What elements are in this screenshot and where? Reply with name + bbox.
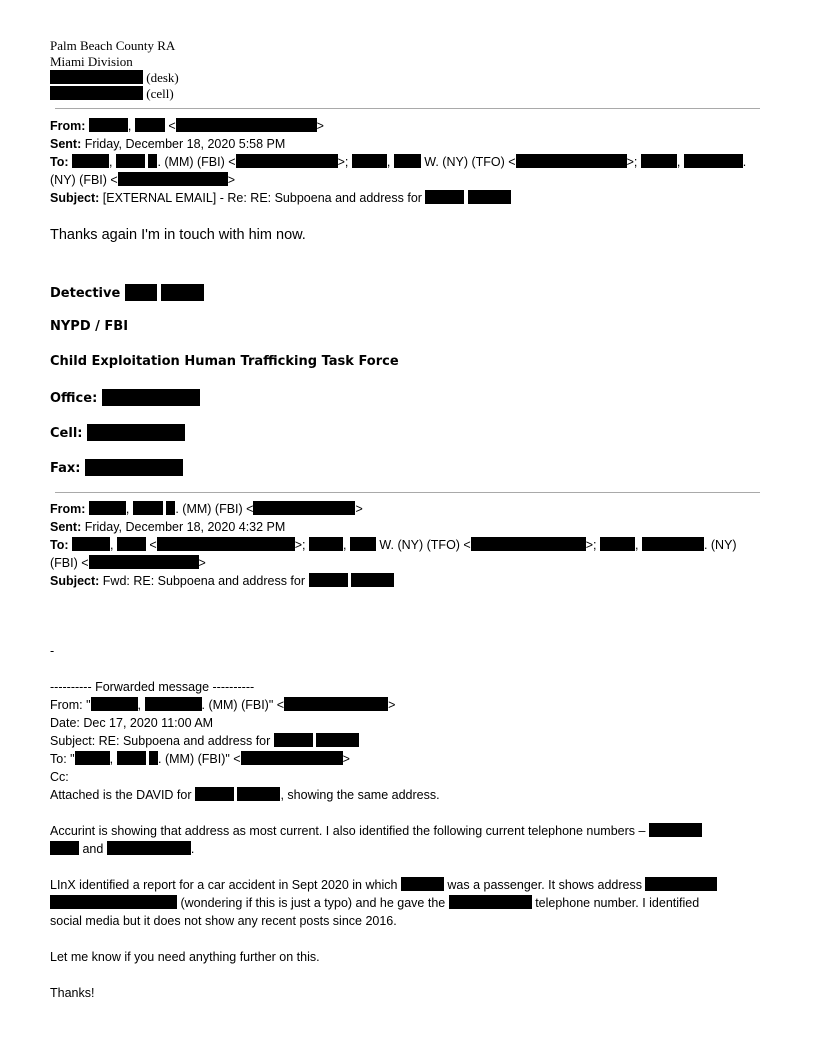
- redaction: [125, 284, 157, 301]
- subject-value: [EXTERNAL EMAIL] - Re: RE: Subpoena and address for: [102, 191, 422, 205]
- fax-label: Fax:: [50, 461, 81, 476]
- to-text: . (MM) (FBI)" <: [158, 752, 241, 766]
- redaction: [89, 501, 126, 515]
- forwarded-para-1: [50, 787, 440, 803]
- redaction: [50, 86, 143, 100]
- sent-label: Sent:: [50, 520, 82, 534]
- redaction: [157, 537, 295, 551]
- signature-unit: Child Exploitation Human Trafficking Task Force: [50, 354, 399, 369]
- redaction: [516, 154, 627, 168]
- cell-label: (cell): [146, 86, 174, 101]
- para-text: was a passenger. It shows address: [447, 878, 642, 892]
- forwarded-para-3c: social media but it does not show any recent posts since 2016.: [50, 914, 397, 928]
- forwarded-para-5: Thanks!: [50, 986, 95, 1000]
- signature-agency: NYPD / FBI: [50, 319, 129, 334]
- cell-label: Cell:: [50, 426, 83, 441]
- redaction: [91, 697, 138, 711]
- forwarded-header: ---------- Forwarded message ----------: [50, 680, 255, 694]
- redaction: [102, 389, 200, 406]
- redaction: [117, 751, 146, 765]
- email1-to-line-2: (NY) (FBI) < >: [50, 173, 236, 187]
- redaction: [145, 697, 202, 711]
- forwarded-para-3b: [50, 895, 699, 911]
- redaction: [645, 877, 717, 891]
- para-text: and: [82, 842, 104, 856]
- redaction: [316, 733, 359, 747]
- redaction: [401, 877, 444, 891]
- redaction: [471, 537, 586, 551]
- letterhead-cell-line: [50, 86, 174, 102]
- subject-value: Fwd: RE: Subpoena and address for: [102, 574, 306, 588]
- redaction: [85, 459, 183, 476]
- to-text: (FBI) <: [50, 556, 89, 570]
- redaction: [684, 154, 743, 168]
- office-label: Office:: [50, 391, 98, 406]
- redaction: [236, 154, 338, 168]
- forwarded-para-4: Let me know if you need anything further on this.: [50, 950, 320, 964]
- signature-title-text: Detective: [50, 286, 121, 301]
- redaction: [284, 697, 388, 711]
- redaction: [107, 841, 191, 855]
- para-text: telephone number. I identified: [535, 896, 700, 910]
- redaction: [50, 895, 177, 909]
- redaction: [309, 537, 343, 551]
- subject-label: Subject:: [50, 191, 100, 205]
- forwarded-para-3: [50, 877, 717, 893]
- from-label: From:: [50, 502, 86, 516]
- email1-from-line: From: , < >: [50, 119, 324, 133]
- to-text: . (MM) (FBI) <: [157, 155, 236, 169]
- sent-value: Friday, December 18, 2020 4:32 PM: [84, 520, 286, 534]
- redaction: [449, 895, 532, 909]
- redaction: [72, 537, 110, 551]
- signature-title: [50, 284, 204, 301]
- to-text: To: ": [50, 752, 75, 766]
- from-text: . (MM) (FBI) <: [175, 502, 254, 516]
- redaction: [116, 154, 145, 168]
- email1-sent-line: [50, 136, 285, 152]
- email2-to-line: To: , < >; , W. (NY) (TFO) < >; , . (NY): [50, 538, 737, 552]
- to-label: To:: [50, 538, 69, 552]
- subject-label: Subject:: [50, 574, 100, 588]
- email2-sent-line: [50, 519, 285, 535]
- sent-label: Sent:: [50, 137, 82, 151]
- redaction: [87, 424, 185, 441]
- divider: [55, 492, 760, 493]
- redaction: [176, 118, 317, 132]
- redaction: [117, 537, 146, 551]
- letterhead-desk-line: [50, 70, 179, 86]
- redaction: [50, 70, 143, 84]
- signature-office: [50, 389, 200, 406]
- forwarded-para-2: [50, 823, 702, 839]
- forwarded-date: Date: Dec 17, 2020 11:00 AM: [50, 716, 214, 730]
- email2-from-line: From: , . (MM) (FBI) < >: [50, 502, 363, 516]
- redaction: [161, 284, 204, 301]
- redaction: [600, 537, 635, 551]
- redaction: [642, 537, 704, 551]
- to-label: To:: [50, 155, 69, 169]
- redaction: [352, 154, 387, 168]
- redaction: [195, 787, 234, 801]
- para-text: Attached is the DAVID for: [50, 788, 192, 802]
- forwarded-to: To: " , . (MM) (FBI)" < >: [50, 752, 350, 766]
- para-text: LInX identified a report for a car accident in Sept 2020 in which: [50, 878, 398, 892]
- redaction: [309, 573, 348, 587]
- dash-line: -: [50, 644, 55, 658]
- forwarded-para-2b: and .: [50, 841, 194, 857]
- to-text: . (NY): [703, 538, 737, 552]
- para-text: Accurint is showing that address as most current. I also identified the following current telephone numbers –: [50, 824, 646, 838]
- redaction: [394, 154, 421, 168]
- para-text: , showing the same address.: [280, 788, 440, 802]
- signature-fax: [50, 459, 183, 476]
- email1-body: Thanks again I'm in touch with him now.: [50, 227, 306, 243]
- redaction: [350, 537, 376, 551]
- from-text: From: ": [50, 698, 91, 712]
- redaction: [166, 501, 175, 515]
- from-text: . (MM) (FBI)" <: [201, 698, 285, 712]
- redaction: [149, 751, 158, 765]
- redaction: [135, 118, 165, 132]
- redaction: [118, 172, 228, 186]
- to-text: (NY) (FBI) <: [50, 173, 118, 187]
- redaction: [425, 190, 464, 204]
- to-text: W. (NY) (TFO) <: [379, 538, 471, 552]
- to-text: W. (NY) (TFO) <: [424, 155, 516, 169]
- para-text: (wondering if this is just a typo) and he gave the: [180, 896, 446, 910]
- redaction: [72, 154, 109, 168]
- redaction: [241, 751, 343, 765]
- sent-value: Friday, December 18, 2020 5:58 PM: [84, 137, 286, 151]
- forwarded-from: From: " , . (MM) (FBI)" < >: [50, 698, 396, 712]
- redaction: [641, 154, 677, 168]
- redaction: [50, 841, 79, 855]
- divider: [55, 108, 760, 109]
- letterhead-division: Miami Division: [50, 54, 133, 69]
- email1-subject-line: [50, 190, 511, 206]
- redaction: [468, 190, 511, 204]
- redaction: [89, 555, 199, 569]
- forwarded-subject: [50, 733, 359, 749]
- redaction: [133, 501, 163, 515]
- forwarded-cc: Cc:: [50, 770, 69, 784]
- redaction: [237, 787, 280, 801]
- redaction: [253, 501, 355, 515]
- redaction: [274, 733, 313, 747]
- redaction: [89, 118, 128, 132]
- redaction: [75, 751, 110, 765]
- subject-text: Subject: RE: Subpoena and address for: [50, 734, 271, 748]
- signature-cell: [50, 424, 185, 441]
- email1-to-line: To: , . (MM) (FBI) < >; , W. (NY) (TFO) < >; , .: [50, 155, 747, 169]
- redaction: [351, 573, 394, 587]
- redaction: [649, 823, 702, 837]
- email2-to-line-2: (FBI) < >: [50, 556, 206, 570]
- letterhead-office: Palm Beach County RA: [50, 38, 176, 53]
- desk-label: (desk): [146, 70, 179, 85]
- email2-subject-line: [50, 573, 394, 589]
- from-label: From:: [50, 119, 86, 133]
